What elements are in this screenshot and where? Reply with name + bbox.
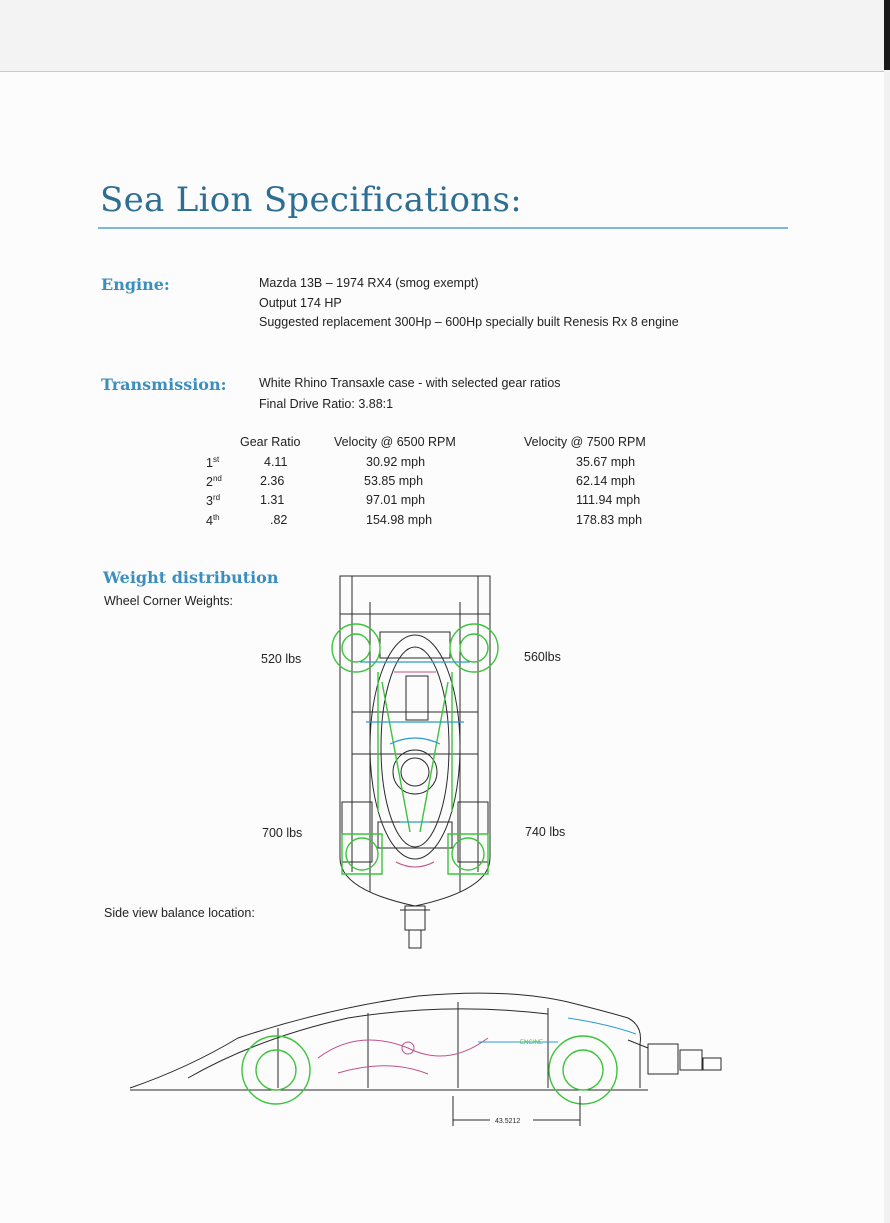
title-underline — [98, 227, 788, 229]
velocity-6500: 30.92 mph — [366, 455, 426, 469]
side-view-dimension: 43.5212 — [495, 1118, 521, 1125]
transmission-label: Transmission: — [101, 375, 227, 394]
velocity-6500: 97.01 mph — [366, 493, 426, 507]
gear-ratio: .82 — [270, 513, 288, 527]
engine-line-3: Suggested replacement 300Hp – 600Hp specially built Renesis Rx 8 engine — [259, 315, 679, 329]
velocity-7500: 62.14 mph — [576, 474, 636, 488]
engine-label: Engine: — [101, 275, 170, 294]
scan-top-margin — [0, 0, 890, 72]
side-view-drawing — [128, 978, 734, 1128]
side-view-label: Side view balance location: — [104, 906, 255, 920]
rear-right-weight: 740 lbs — [525, 825, 566, 839]
gear-number: 1st — [206, 455, 220, 471]
velocity-7500: 111.94 mph — [576, 493, 641, 507]
gear-number: 2nd — [206, 474, 222, 490]
gear-number: 3rd — [206, 493, 221, 509]
page-title: Sea Lion Specifications: — [100, 180, 522, 220]
scan-edge-shadow — [884, 0, 890, 70]
gear-ratio: 4.11 — [264, 455, 288, 469]
rear-left-weight: 700 lbs — [262, 826, 303, 840]
velocity-6500-header: Velocity @ 6500 RPM — [334, 435, 456, 449]
weight-distribution-label: Weight distribution — [103, 568, 279, 587]
gear-ratio-header: Gear Ratio — [240, 435, 301, 449]
engine-line-1: Mazda 13B – 1974 RX4 (smog exempt) — [259, 276, 479, 290]
front-left-weight: 520 lbs — [261, 652, 302, 666]
velocity-7500-header: Velocity @ 7500 RPM — [524, 435, 646, 449]
wheel-corner-weights-label: Wheel Corner Weights: — [104, 594, 233, 608]
side-view-engine-tag: ENGINE — [520, 1040, 544, 1046]
velocity-7500: 35.67 mph — [576, 455, 636, 469]
transmission-line-2: Final Drive Ratio: 3.88:1 — [259, 397, 394, 411]
velocity-6500: 53.85 mph — [364, 474, 424, 488]
gear-number: 4th — [206, 513, 220, 529]
velocity-7500: 178.83 mph — [576, 513, 643, 527]
gear-ratio: 1.31 — [260, 493, 285, 507]
front-right-weight: 560lbs — [524, 650, 561, 664]
velocity-6500: 154.98 mph — [366, 513, 433, 527]
gear-ratio: 2.36 — [260, 474, 285, 488]
transmission-line-1: White Rhino Transaxle case - with selected gear ratios — [259, 376, 561, 390]
chassis-top-view-drawing — [330, 572, 500, 954]
engine-line-2: Output 174 HP — [259, 296, 342, 310]
